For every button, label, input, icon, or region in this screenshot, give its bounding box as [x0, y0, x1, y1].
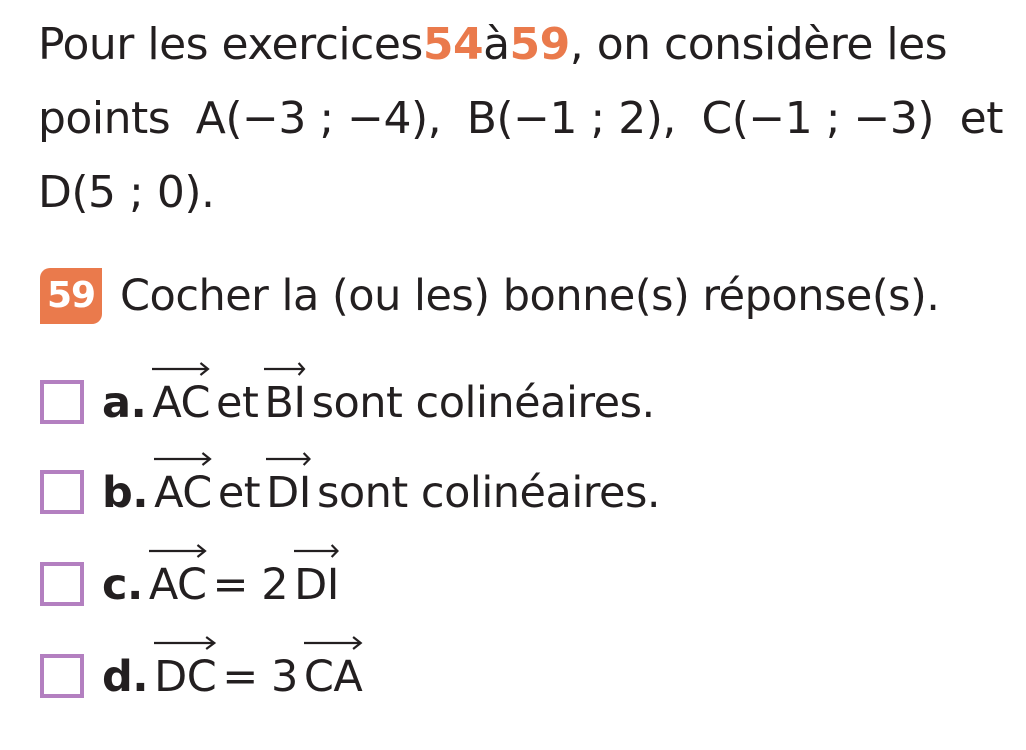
vector-label: AC	[148, 560, 207, 610]
vector-term	[154, 652, 216, 702]
intro-text-end: , on considère les	[569, 19, 948, 70]
vector-term	[149, 560, 207, 610]
exercise-instruction: Cocher la (ou les) bonne(s) réponse(s).	[120, 271, 940, 321]
option-d-checkbox[interactable]	[40, 654, 84, 698]
vector-label: AC	[152, 378, 211, 428]
option-letter: c.	[102, 560, 143, 610]
exercise-number-badge: 59	[40, 268, 102, 324]
vector-label: AC	[154, 468, 212, 518]
vector-label: CA	[303, 652, 363, 702]
option-c[interactable]	[40, 550, 351, 610]
option-a-checkbox[interactable]	[40, 380, 84, 424]
vector-arrow-icon	[154, 636, 216, 650]
option-b-checkbox[interactable]	[40, 470, 84, 514]
vector-label: DC	[154, 652, 217, 702]
intro-text-to: à	[483, 19, 510, 70]
option-letter: d.	[102, 652, 149, 702]
option-connector: et	[217, 468, 261, 518]
intro-line-1	[38, 8, 1003, 82]
option-connector: = 3	[222, 652, 298, 702]
vector-arrow-icon	[149, 544, 207, 558]
vector-term	[264, 378, 305, 428]
option-tail: sont colinéaires.	[316, 468, 661, 518]
option-c-checkbox[interactable]	[40, 562, 84, 606]
vector-term	[154, 468, 212, 518]
option-b[interactable]	[40, 458, 666, 518]
point-d: D(5 ; 0).	[38, 167, 215, 218]
vector-label: BI	[264, 378, 306, 428]
option-a[interactable]	[40, 368, 661, 428]
vector-arrow-icon	[264, 362, 305, 376]
intro-text-start: Pour les exercices	[38, 19, 423, 70]
exercise-range-end: 59	[509, 19, 570, 70]
vector-term	[294, 560, 339, 610]
exercise-header	[40, 268, 939, 324]
option-letter: b.	[102, 468, 149, 518]
point-c: C(−1 ; −3)	[701, 93, 935, 144]
point-a: A(−3 ; −4),	[195, 93, 442, 144]
vector-arrow-icon	[304, 636, 362, 650]
intro-points-word: points	[38, 93, 171, 144]
vector-term	[266, 468, 311, 518]
vector-arrow-icon	[266, 452, 311, 466]
option-connector: = 2	[212, 560, 289, 610]
vector-label: DI	[294, 560, 339, 610]
intro-line-3	[38, 156, 1003, 230]
vector-label: DI	[266, 468, 311, 518]
exercise-range-start: 54	[422, 19, 484, 70]
option-connector: et	[216, 378, 259, 428]
intro-paragraph	[38, 8, 1003, 230]
intro-line-2	[38, 82, 1003, 156]
vector-arrow-icon	[294, 544, 339, 558]
vector-arrow-icon	[152, 362, 210, 376]
vector-term	[152, 378, 210, 428]
option-letter: a.	[102, 378, 147, 428]
vector-arrow-icon	[154, 452, 212, 466]
intro-and-word: et	[959, 93, 1003, 144]
option-d[interactable]	[40, 642, 374, 702]
point-b: B(−1 ; 2),	[466, 93, 676, 144]
option-tail: sont colinéaires.	[311, 378, 655, 428]
vector-term	[304, 652, 362, 702]
